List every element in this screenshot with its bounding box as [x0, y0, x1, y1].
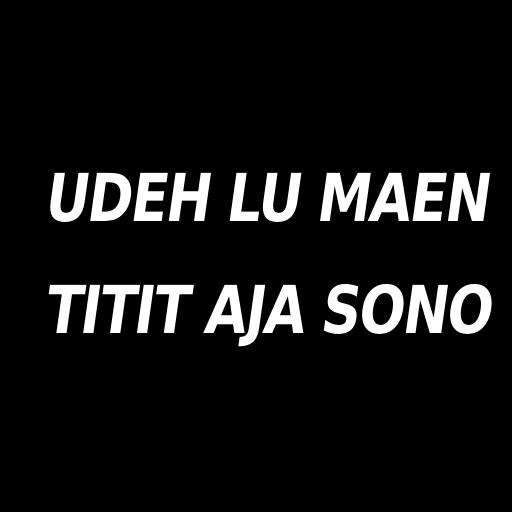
- caption-line-1: UDEH LU MAEN: [40, 160, 496, 237]
- caption-line-2: TITIT AJA SONO: [40, 272, 498, 349]
